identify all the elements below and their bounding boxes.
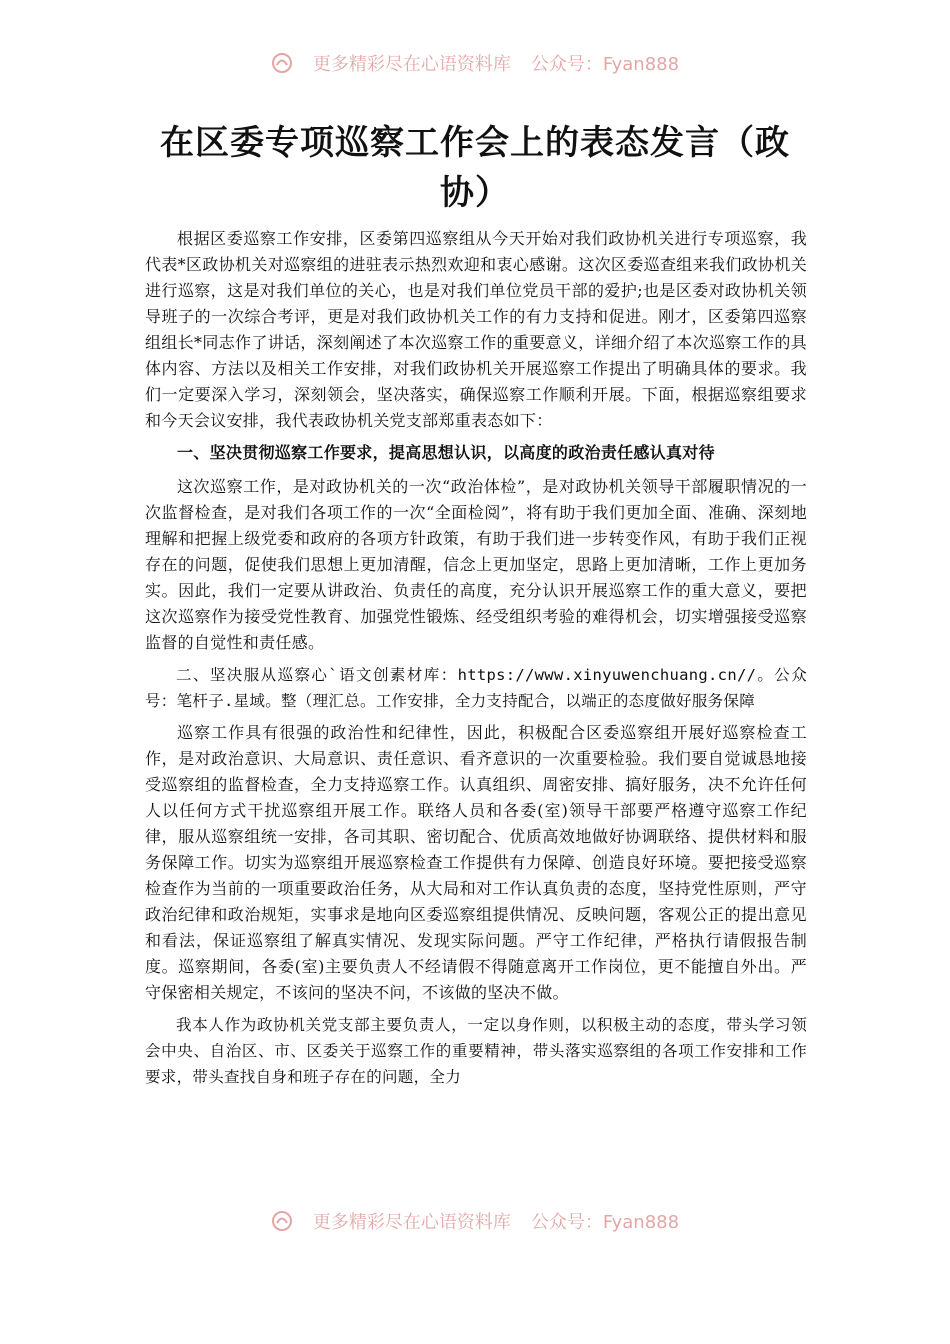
watermark-suffix: 公众号：Fyan888 (530, 1212, 680, 1232)
section-heading-2: 二、坚决服从巡察心`语文创素材库：https://www.xinyuwenchuang.cn//。公众号：笔杆子.星域。整（理汇总。工作安排，全力支持配合，以端正的态度做好服务保障 (145, 666, 807, 710)
brand-logo-icon (271, 1210, 293, 1232)
section-2-paragraph: 巡察工作具有很强的政治性和纪律性，因此，积极配合区委巡察组开展好巡察检查工作，是对政治意识、大局意识、责任意识、看齐意识的一次重要检验。我们要自觉诚恳地接受巡察组的监督检查，全力支持巡察工作。认真组织、周密安排、搞好服务，决不允许任何人以任何方式干扰巡察组开展工作。联络人员和各委(室)领导干部要严格遵守巡察工作纪律，服从巡察组统一安排，各司其职、密切配合、优质高效地做好协调联络、提供材料和服务保障工作。切实为巡察组开展巡察检查工作提供有力保障、创造良好环境。要把接受巡察检查作为当前的一项重要政治任务，从大局和对工作认真负责的态度，坚持党性原则，严守政治纪律和政治规矩，实事求是地向区委巡察组提供情况、反映问题，客观公正的提出意见和看法，保证巡察组了解真实情况、发现实际问题。严守工作纪律，严格执行请假报告制度。巡察期间，各委(室)主要负责人不经请假不得随意离开工作岗位，更不能擅自外出。严守保密相关规定，不该问的坚决不问，不该做的坚决不做。 (145, 723, 807, 1002)
page-title: 在区委专项巡察工作会上的表态发言（政协） (160, 123, 790, 213)
section-heading-1: 一、坚决贯彻巡察工作要求，提高思想认识，以高度的政治责任感认真对待 (177, 443, 715, 462)
brand-logo-icon (271, 52, 293, 74)
intro-paragraph: 根据区委巡察工作安排，区委第四巡察组从今天开始对我们政协机关进行专项巡察，我代表*区政协机关对巡察组的进驻表示热烈欢迎和衷心感谢。这次区委巡查组来我们政协机关进行巡察，这是对我们单位的关心，也是对我们单位党员干部的爱护;也是区委对政协机关领导班子的一次综合考评，更是对我们政协机关工作的有力支持和促进。刚才，区委第四巡察组组长*同志作了讲话，深刻阐述了本次巡察工作的重要意义，详细介绍了本次巡察工作的具体内容、方法以及相关工作安排，对我们政协机关开展巡察工作提出了明确具体的要求。我们一定要深入学习，深刻领会，坚决落实，确保巡察工作顺利开展。下面，根据巡察组要求和今天会议安排，我代表政协机关党支部郑重表态如下： (145, 229, 807, 430)
watermark-footer (0, 1210, 950, 1232)
watermark-text: 更多精彩尽在心语资料库 (312, 1212, 511, 1232)
watermark-text: 更多精彩尽在心语资料库 (312, 54, 511, 74)
document-body (145, 226, 807, 1090)
section-1-paragraph: 这次巡察工作，是对政协机关的一次“政治体检”，是对政协机关领导干部履职情况的一次监督检查，是对我们各项工作的一次“全面检阅”，将有助于我们更加全面、准确、深刻地理解和把握上级党委和政府的各项方针政策，有助于我们进一步转变作风，有助于我们正视存在的问题，促使我们思想上更加清醒，信念上更加坚定，思路上更加清晰，工作上更加务实。因此，我们一定要从讲政治、负责任的高度，充分认识开展巡察工作的重大意义，要把这次巡察作为接受党性教育、加强党性锻炼、经受组织考验的难得机会，切实增强接受巡察监督的自觉性和责任感。 (145, 477, 807, 652)
watermark-suffix: 公众号：Fyan888 (530, 54, 680, 74)
watermark-header (0, 52, 950, 74)
section-3-paragraph: 我本人作为政协机关党支部主要负责人，一定以身作则，以积极主动的态度，带头学习领会中央、自治区、市、区委关于巡察工作的重要精神，带头落实巡察组的各项工作安排和工作要求，带头查找自身和班子存在的问题，全力 (145, 1016, 807, 1086)
